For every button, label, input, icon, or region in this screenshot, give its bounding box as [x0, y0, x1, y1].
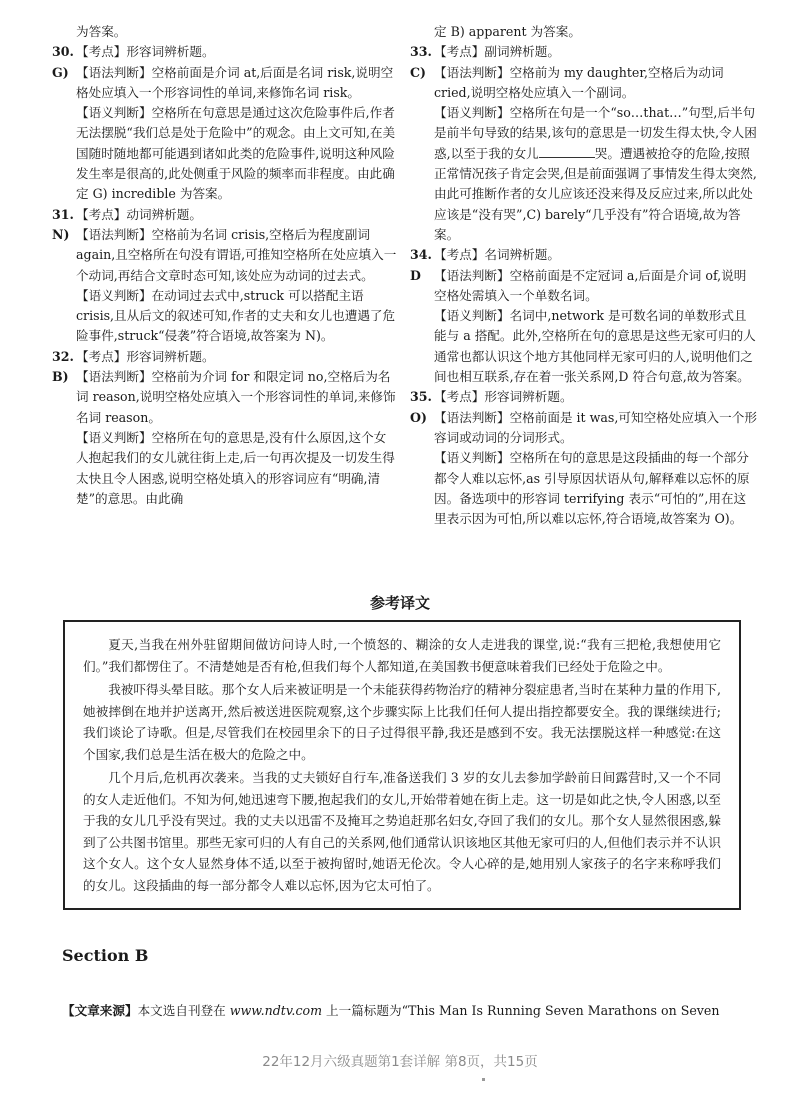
- question-number: 30.: [52, 44, 74, 60]
- question-31-analysis: [52, 225, 398, 347]
- answer-letter: C): [410, 64, 426, 80]
- question-32: [52, 347, 398, 367]
- semantic-judgment: 【语义判断】在动词过去式中,struck 可以搭配主语 crisis,且从后文的叙述可知,作者的丈夫和女儿也遭遇了危险事件,struck“侵袭”符合语境,故答案为 N)。: [76, 287, 396, 344]
- source-site: www.ndtv.com: [229, 1003, 323, 1018]
- left-column: [52, 22, 398, 509]
- kaodian: 【考点】形容词辨析题。: [76, 348, 215, 364]
- question-number: 33.: [410, 44, 432, 60]
- answer-letter: D: [410, 267, 421, 283]
- grammar-judgment: 【语法判断】空格前面是不定冠词 a,后面是介词 of,说明空格处需填入一个单数名词。: [434, 267, 747, 303]
- kaodian: 【考点】形容词辨析题。: [434, 389, 573, 405]
- question-35: [410, 387, 758, 407]
- translation-title: 参考译文: [369, 594, 430, 612]
- question-number: 34.: [410, 247, 432, 263]
- source-text-b: 上一篇标题为“This Man Is Running Seven Marathons on Seven: [322, 1003, 720, 1018]
- question-number: 35.: [410, 389, 432, 405]
- grammar-judgment: 【语法判断】空格前面是介词 at,后面是名词 risk,说明空格处应填入一个形容词性的单词,来修饰名词 risk。: [76, 64, 394, 100]
- carryover-line: 定 B) apparent 为答案。: [434, 24, 581, 39]
- source-tag: 【文章来源】: [62, 1003, 138, 1018]
- answer-letter: O): [410, 409, 427, 425]
- scan-mark: [482, 1078, 485, 1081]
- kaodian: 【考点】副词辨析题。: [434, 44, 560, 60]
- kaodian: 【考点】形容词辨析题。: [76, 44, 215, 60]
- fill-blank: [539, 145, 595, 158]
- answer-letter: N): [52, 226, 70, 242]
- grammar-judgment: 【语法判断】空格前为 my daughter,空格后为动词 cried,说明空格处应填入一个副词。: [434, 64, 724, 100]
- answer-letter: G): [52, 64, 69, 80]
- translation-paragraph-1: 夏天,当我在州外驻留期间做访问诗人时,一个愤怒的、糊涂的女人走进我的课堂,说:“我有三把枪,我想使用它们。”我们都愣住了。不清楚她是否有枪,但我们每个人都知道,在美国教书便意味着我们已经处于危险之中。: [83, 637, 721, 674]
- semantic-judgment: 【语义判断】空格所在句的意思是,没有什么原因,这个女人抱起我们的女儿就往街上走,后一句再次提及一切发生得太快且令人困惑,说明空格处填入的形容词应有“明确,清楚”的意思。由此确: [76, 429, 395, 506]
- semantic-judgment: 【语义判断】空格所在句意思是通过这次危险事件后,作者无法摆脱“我们总是处于危险中”的观念。由上文可知,在美国随时随地都可能遇到诸如此类的危险事件,说明这种风险发生率是很高的,此处侧重于风险的频率而非程度。由此确定 G) incredible 为答案。: [76, 105, 396, 202]
- kaodian: 【考点】名词辨析题。: [434, 247, 560, 263]
- translation-paragraph-3: 几个月后,危机再次袭来。当我的丈夫锁好自行车,准备送我们 3 岁的女儿去参加学龄前日间露营时,又一个不同的女人走近他们。不知为何,她迅速弯下腰,抱起我们的女儿,开始带着她在街上走。这一切是如此之快,令人困惑,以至于我的女儿几乎没有哭过。我的丈夫以迅雷不及掩耳之势追赶那名妇女,夺回了我们的女儿。那个女人显然很困惑,躲到了公共图书馆里。那些无家可归的人有自己的关系网,他们通常认识该地区其他无家可归的人,但他们表示并不认识这个女人。这个女人显然身体不适,以至于被拘留时,她语无伦次。令人心碎的是,她用别人家孩子的名字来称呼我们的女儿。这段插曲的每一部分都令人难以忘怀,因为它太可怕了。: [83, 770, 721, 893]
- section-b-heading: Section B: [62, 946, 149, 965]
- source-text-a: 本文选自刊登在: [137, 1003, 230, 1018]
- question-31: [52, 205, 398, 225]
- semantic-judgment-part-a: 【语义判断】空格所在句是一个“so…that…”句型,后半句是前半句导致的结果,该句的意思是一切发生得太快,令人困惑,以至于我的女儿: [434, 105, 757, 161]
- question-30-analysis: [52, 63, 398, 205]
- semantic-judgment: [434, 103, 758, 245]
- question-33: [410, 42, 758, 62]
- kaodian: 【考点】动词辨析题。: [76, 206, 202, 222]
- carryover-line: 为答案。: [76, 24, 127, 39]
- semantic-judgment: 【语义判断】空格所在句的意思是这段插曲的每一个部分都令人难以忘怀,as 引导原因状语从句,解释难以忘怀的原因。备选项中的形容词 terrifying 表示“可怕的”,用在这里表示因为可怕,所以难以忘怀,符合语境,故答案为 O)。: [434, 450, 750, 527]
- question-34-analysis: [410, 266, 758, 388]
- right-column: [410, 22, 758, 529]
- grammar-judgment: 【语法判断】空格前为名词 crisis,空格后为程度副词 again,且空格所在句没有谓语,可推知空格所在处应填入一个动词,再结合文章时态可知,该处应为动词的过去式。: [76, 226, 397, 283]
- grammar-judgment: 【语法判断】空格前面是 it was,可知空格处应填入一个形容词或动词的分词形式。: [434, 409, 757, 445]
- page-footer: 22年12月六级真题第1套详解 第8页，共15页: [262, 1054, 538, 1070]
- translation-paragraph-2: 我被吓得头晕目眩。那个女人后来被证明是一个未能获得药物治疗的精神分裂症患者,当时在某种力量的作用下,她被摔倒在地并护送离开,然后被送进医院观察,这个步骤实际上比我们任何人提出指控都要安全。我的课继续进行;我们谈论了诗歌。但是,尽管我们在校园里余下的日子过得很平静,我还是感到不安。我无法摆脱这样一种感觉:在这个国家,我们总是生活在极大的危险之中。: [83, 682, 721, 762]
- question-number: 31.: [52, 206, 74, 222]
- question-34: [410, 245, 758, 265]
- question-32-analysis: [52, 367, 398, 509]
- semantic-judgment-part-b: 哭。遭遇被抢夺的危险,按照正常情况孩子肯定会哭,但是前面强调了事情发生得太突然,由此可推断作者的女儿应该还没来得及反应过来,所以此处应该是“没有哭”,C) barely“几乎没有”符合语境,故为答案。: [434, 145, 757, 242]
- answer-letter: B): [52, 369, 69, 385]
- question-35-analysis: [410, 408, 758, 530]
- question-33-analysis: [410, 63, 758, 246]
- semantic-judgment: 【语义判断】名词中,network 是可数名词的单数形式且能与 a 搭配。此外,空格所在句的意思是这些无家可归的人通常也都认识这个地方其他同样无家可归的人,说明他们之间也相互联系,存在着一张关系网,D 符合句意,故为答案。: [434, 308, 756, 385]
- question-number: 32.: [52, 348, 74, 364]
- grammar-judgment: 【语法判断】空格前为介词 for 和限定词 no,空格后为名词 reason,说明空格处应填入一个形容词性的单词,来修饰名词 reason。: [76, 369, 396, 425]
- question-30: [52, 42, 398, 62]
- translation-box: [63, 620, 741, 910]
- article-source-line: [62, 1000, 762, 1019]
